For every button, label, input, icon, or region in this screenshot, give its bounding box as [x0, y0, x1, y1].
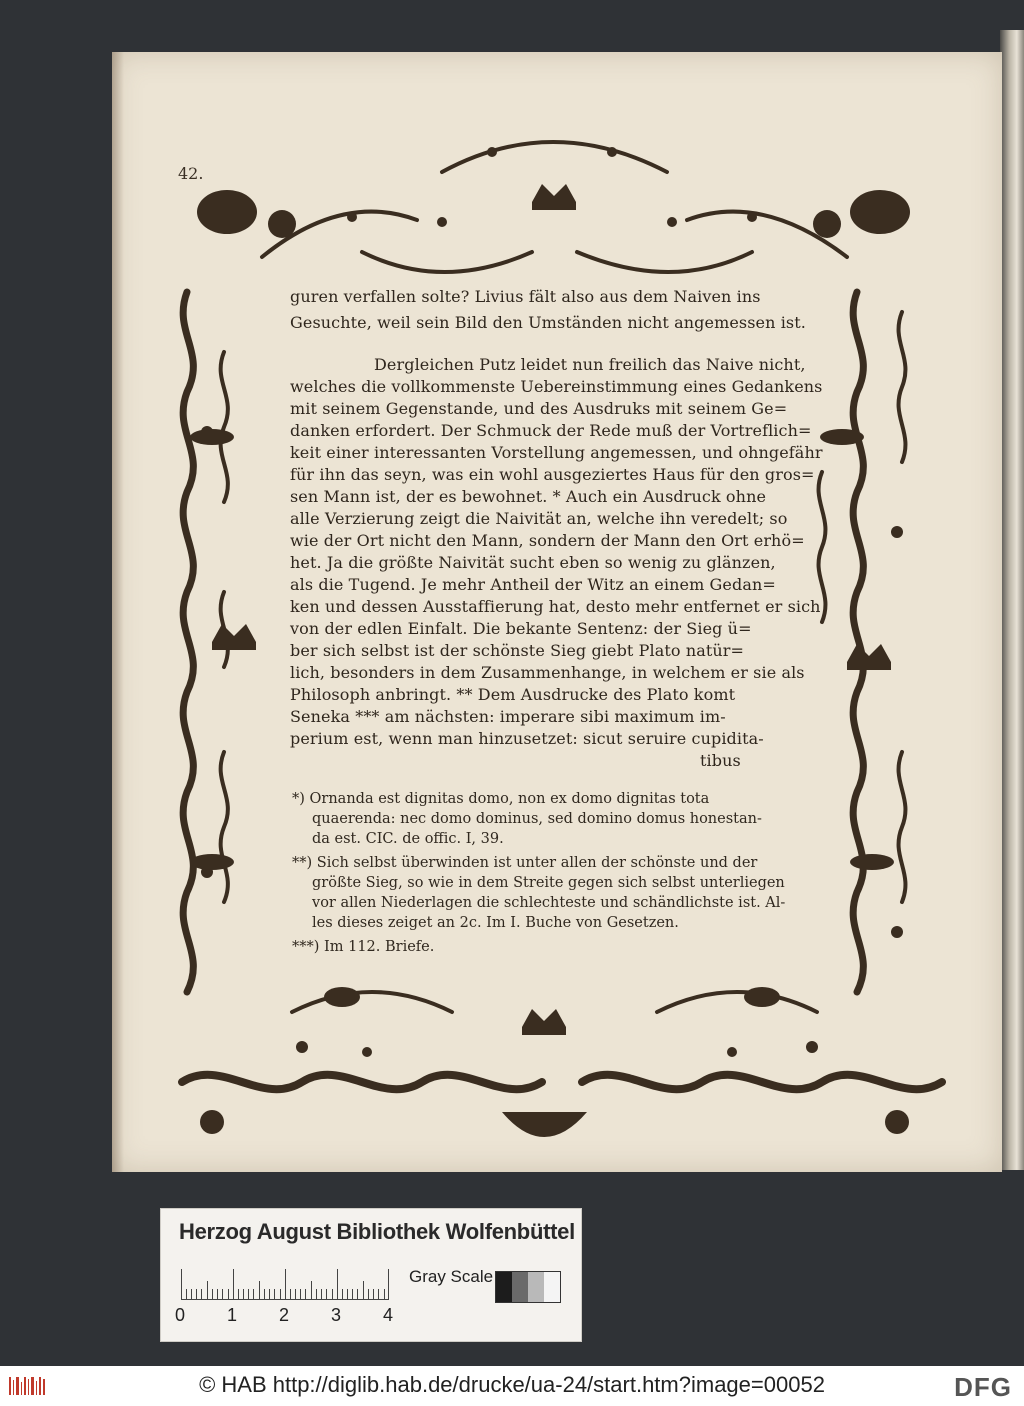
book-page	[112, 52, 1002, 1172]
text-line: perium est, wenn man hinzusetzet: sicut seruire cupidita-	[290, 729, 764, 748]
text-line: alle Verzierung zeigt die Naivität an, welche ihn veredelt; so	[290, 509, 788, 528]
text-line: Gesuchte, weil sein Bild den Umständen nicht angemessen ist.	[290, 313, 806, 332]
footer-bar	[0, 1366, 1024, 1406]
gray-scale-label: Gray Scale	[409, 1267, 494, 1286]
ruler	[181, 1269, 389, 1300]
footnote-line: ***) Im 112. Briefe.	[292, 939, 435, 955]
text-line: welches die vollkommenste Uebereinstimmung eines Gedankens	[290, 377, 823, 396]
text-line: sen Mann ist, der es bewohnet. * Auch ein Ausdruck ohne	[290, 487, 767, 506]
footnote-line: vor allen Niederlagen die schlechteste und schändlichste ist. Al-	[312, 895, 786, 911]
footnote-line: **) Sich selbst überwinden ist unter allen der schönste und der	[292, 855, 758, 871]
ruler-label: 0	[175, 1305, 186, 1325]
text-line: ken und dessen Ausstaffierung hat, desto mehr entfernet er sich	[290, 597, 821, 616]
text-line: mit seinem Gegenstande, und des Ausdruks mit seinem Ge=	[290, 399, 788, 418]
text-line: als die Tugend. Je mehr Antheil der Witz an einem Gedan=	[290, 575, 776, 594]
footnote-line: da est. CIC. de offic. I, 39.	[312, 831, 504, 847]
book-edge	[1000, 30, 1024, 1170]
copyright-url[interactable]: © HAB http://diglib.hab.de/drucke/ua-24/start.htm?image=00052	[199, 1372, 825, 1397]
gray-scale-swatches	[495, 1271, 561, 1303]
footnote-line: *) Ornanda est dignitas domo, non ex domo dignitas tota	[292, 791, 710, 807]
text-line: für ihn das seyn, was ein wohl ausgeziertes Haus für den gros=	[290, 465, 815, 484]
text-line: Seneka *** am nächsten: imperare sibi maximum im-	[290, 707, 726, 726]
text-line: keit einer interessanten Vorstellung angemessen, und ohngefähr	[290, 443, 823, 462]
text-line: guren verfallen solte? Livius fält also aus dem Naiven ins	[290, 287, 761, 306]
color-scale-card	[160, 1208, 582, 1342]
text-line: von der edlen Einfalt. Die bekante Sentenz: der Sieg ü=	[290, 619, 752, 638]
footnote-line: größte Sieg, so wie in dem Streite gegen sich selbst unterliegen	[312, 875, 785, 891]
library-name: Herzog August Bibliothek Wolfenbüttel	[179, 1219, 575, 1244]
ruler-labels	[175, 1305, 415, 1329]
text-line: het. Ja die größte Naivität sucht eben so wenig zu glänzen,	[290, 553, 776, 572]
text-line: Philosoph anbringt. ** Dem Ausdrucke des Plato komt	[290, 685, 736, 704]
ruler-label: 4	[383, 1305, 394, 1325]
text-line: danken erfordert. Der Schmuck der Rede muß der Vortreflich=	[290, 421, 812, 440]
footnote-line: les dieses zeiget an 2c. Im I. Buche von Gesetzen.	[312, 915, 679, 931]
page-number: 42.	[178, 164, 204, 183]
catchword: tibus	[700, 751, 741, 770]
dfg-logo: DFG	[954, 1372, 1012, 1402]
ruler-label: 2	[279, 1305, 290, 1325]
ruler-label: 1	[227, 1305, 238, 1325]
text-line: wie der Ort nicht den Mann, sondern der Mann den Ort erhö=	[290, 531, 805, 550]
text-line: lich, besonders in dem Zusammenhange, in welchem er sie als	[290, 663, 805, 682]
text-line: ber sich selbst ist der schönste Sieg giebt Plato natür=	[290, 641, 745, 660]
ruler-label: 3	[331, 1305, 342, 1325]
footnote-line: quaerenda: nec domo dominus, sed domino domus honestan-	[312, 811, 762, 827]
text-line: Dergleichen Putz leidet nun freilich das Naive nicht,	[374, 355, 806, 374]
